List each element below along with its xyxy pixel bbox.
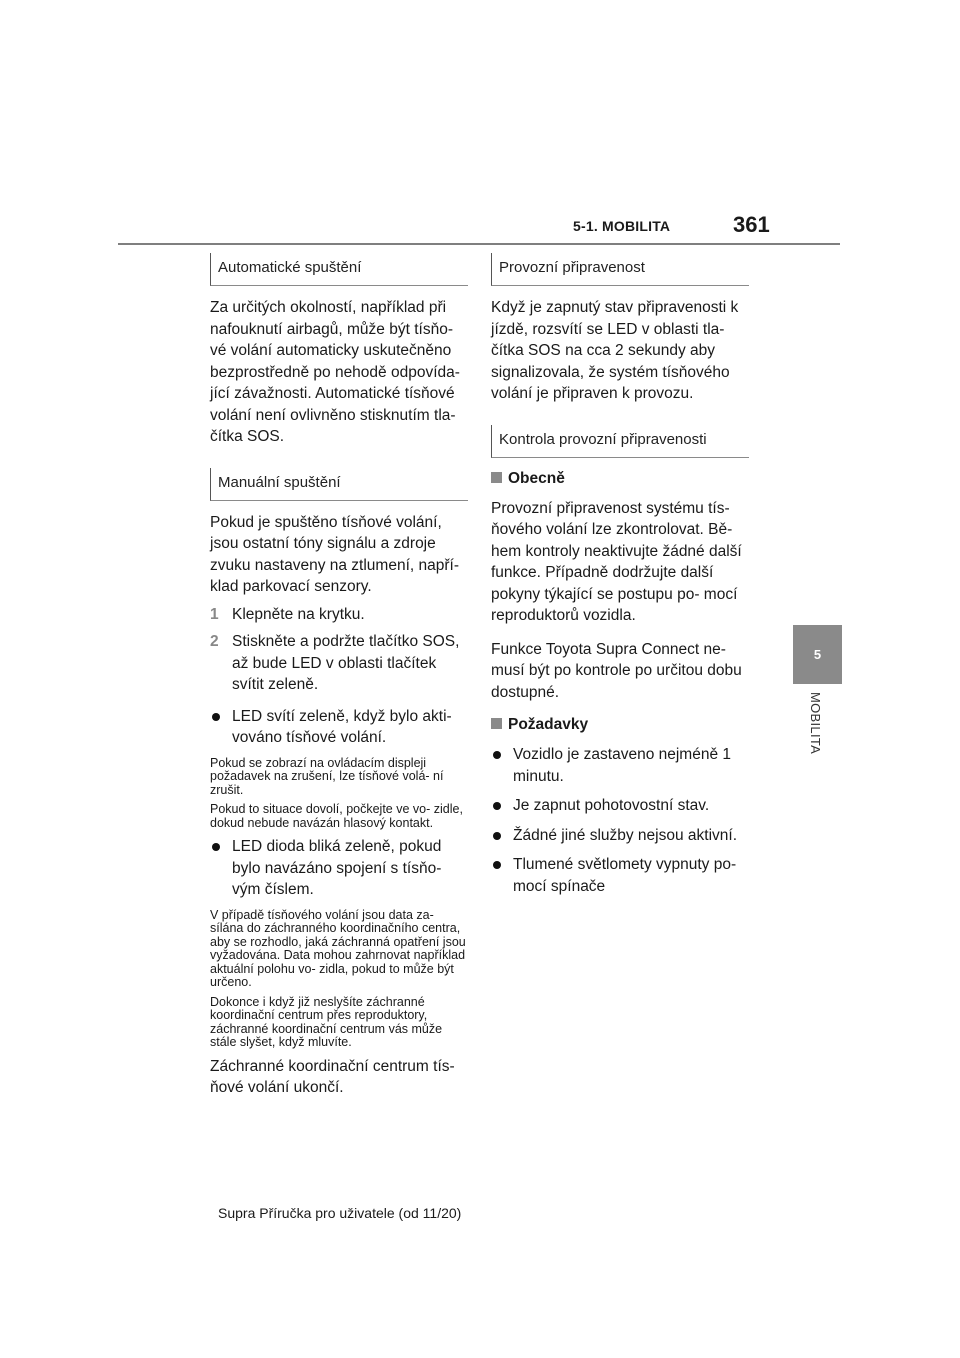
square-bullet-icon: [491, 718, 502, 729]
bullet-dot-icon: [212, 713, 220, 721]
requirement-text: Vozidlo je zastaveno nejméně 1 minutu.: [513, 746, 732, 785]
readiness-heading: Provozní připravenost: [491, 253, 749, 286]
step-item: [210, 631, 468, 696]
auto-start-heading: Automatické spuštění: [210, 253, 468, 286]
square-bullet-icon: [491, 472, 502, 483]
bullet-text: LED svítí zeleně, když bylo akti- vováno tísňové volání.: [232, 707, 452, 746]
step-item: [210, 604, 468, 626]
note-text: V případě tísňového volání jsou data za- sílána do záchranného koordinačního centra, aby se rozhodlo, jaká záchranná opatření jsou vyžadována. Data mohou zahrnovat například aktuální polohu vo- zidla, pokud to může být určeno.: [210, 907, 466, 989]
bullet-item: [210, 836, 468, 901]
manual-start-heading: Manuální spuštění: [210, 468, 468, 501]
readiness-text: Když je zapnutý stav připravenosti k jízdě, rozsvítí se LED v oblasti tla- čítka SOS na cca 2 sekundy aby signalizovala, že systém tísňového volání je připraven k provozu.: [491, 299, 739, 402]
note-text: Dokonce i když již neslyšíte záchranné koordinační centrum přes reproduktory, záchranné koordinační centrum vás může stále slyšet, když mluvíte.: [210, 994, 443, 1049]
auto-start-text: Za určitých okolností, například při nafouknutí airbagů, může být tísňo- vé volání automaticky uskutečněno bezprostředně po nehodě odpovída- jící závažnosti. Automatické tísňové volání není ovlivněno stisknutím tla- čítka SOS.: [210, 299, 460, 445]
step-text: Klepněte na krytku.: [232, 605, 365, 623]
requirement-text: Je zapnut pohotovostní stav.: [513, 797, 710, 814]
step-number: 1: [210, 605, 219, 623]
requirement-text: Žádné jiné služby nejsou aktivní.: [513, 826, 738, 844]
section-title: 5-1. MOBILITA: [573, 218, 671, 234]
bullet-dot-icon: [493, 751, 501, 759]
closing-text: Záchranné koordinační centrum tís- ňové volání ukončí.: [210, 1057, 455, 1096]
footer-text: Supra Příručka pro uživatele (od 11/20): [218, 1205, 462, 1221]
note-text: Pokud se zobrazí na ovládacím displeji požadavek na zrušení, lze tísňové volá- ní zrušit.: [210, 755, 444, 797]
chapter-tab-number: 5: [793, 625, 842, 684]
bullet-item: [210, 706, 468, 749]
bullet-dot-icon: [212, 843, 220, 851]
note-text: Pokud to situace dovolí, počkejte ve vo- zidle, dokud nebude navázán hlasový kontakt.: [210, 802, 463, 830]
requirement-item: [491, 854, 749, 897]
requirement-item: [491, 825, 749, 847]
page-number: 361: [733, 212, 770, 237]
left-column: [210, 253, 468, 1111]
readiness-check-heading: Kontrola provozní připravenosti: [491, 425, 749, 458]
requirements-subheading: Požadavky: [491, 715, 749, 735]
bullet-text: LED dioda bliká zeleně, pokud bylo navázáno spojení s tísňo- vým číslem.: [232, 838, 442, 898]
manual-start-text: Pokud je spuštěno tísňové volání, jsou ostatní tóny signálu a zdroje zvuku nastaveny na ztlumení, napří- klad parkovací senzory.: [210, 513, 459, 595]
bullet-dot-icon: [493, 861, 501, 869]
bullet-dot-icon: [493, 832, 501, 840]
chapter-tab-label: MOBILITA: [808, 692, 823, 755]
requirement-text: Tlumené světlomety vypnuty po- mocí spínače: [513, 856, 737, 895]
general-text: Funkce Toyota Supra Connect ne- musí být po kontrole po určitou dobu dostupné.: [491, 640, 742, 701]
bullet-dot-icon: [493, 802, 501, 810]
right-column: [491, 253, 749, 905]
header-divider: [118, 243, 840, 245]
requirement-item: [491, 795, 749, 817]
general-text: Provozní připravenost systému tís- ňového volání lze zkontrolovat. Bě- hem kontroly neaktivujte žádné další funkce. Případně dodržujte další pokyny týkající se postupu po- mocí reproduktorů vozidla.: [491, 499, 742, 624]
step-number: 2: [210, 633, 219, 650]
general-subheading: Obecně: [491, 469, 749, 489]
step-text: Stiskněte a podržte tlačítko SOS, až bude LED v oblasti tlačítek svítit zeleně.: [232, 633, 460, 693]
requirement-item: [491, 744, 749, 787]
